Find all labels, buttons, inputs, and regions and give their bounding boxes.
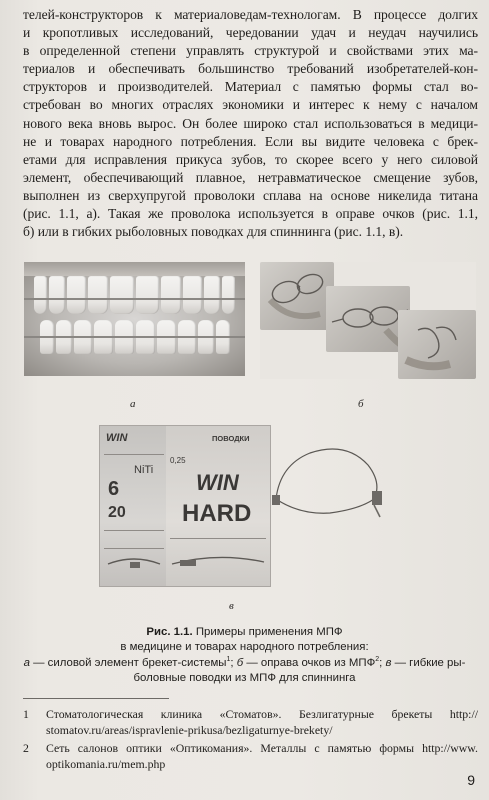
footnote-text: Стоматологическая клиника «Стоматов». Безлигатурные брекеты http:// stomatov.ru/areas/ispravlenie-prikusa/bezligaturnye-brekety/ xyxy=(46,707,478,738)
glasses-frame-photo-1 xyxy=(260,262,334,330)
hard-label: HARD xyxy=(182,500,252,527)
caption-item-text: — силовой элемент брекет-системы xyxy=(29,656,227,669)
body-line: (рис. 1.1, а). Такая же проволока используется в оправе очков (рис. 1.1, xyxy=(23,206,478,222)
caption-item-text: — гибкие ры- xyxy=(391,656,466,669)
footnote-text: Сеть салонов оптики «Оптикомания». Металлы с памятью формы http://www. optikomania.ru/mem.php xyxy=(46,741,478,772)
length-label: 20 xyxy=(108,504,126,521)
brand-logo-small: WIN xyxy=(106,432,128,444)
footnote-ref[interactable]: 2 xyxy=(375,656,380,664)
footnote-ref[interactable]: 1 xyxy=(226,656,231,664)
body-line: структоров и производителей. Материал с памятью формы стал во- xyxy=(23,79,478,95)
upper-teeth xyxy=(34,276,235,314)
body-line: б) или в гибких рыболовных поводках для спиннинга (рис. 1.1, в). xyxy=(23,224,404,240)
size-label: 6 xyxy=(108,478,120,500)
body-line: стребован во многих отраслях экономики и интерес к нему с началом xyxy=(23,97,478,113)
caption-items-line: а — силовой элемент брекет-системы$^1$; б — оправа очков из МПФ$^2$; в — гибкие ры- xyxy=(23,656,466,669)
body-line: элемент, обеспечивающий плавное, нетравматическое смещение зубов, xyxy=(23,169,478,185)
body-line: выполнен из сверхупругой проволоки сплава на основе никелида титана xyxy=(23,187,478,203)
body-line: телей-конструкторов к материаловедам-технологам. В процессе долгих xyxy=(23,7,478,22)
panel-label-c: в xyxy=(229,600,234,612)
leaders-label: ПОВОДКИ xyxy=(212,434,250,443)
footnote-number: 1 xyxy=(23,707,29,721)
glasses-frame-photo-3 xyxy=(398,310,476,379)
caption-item-letter: а xyxy=(23,656,30,669)
body-line: не и товарах народного потребления. Если вы видите человека с брек- xyxy=(23,133,478,149)
leader-wire-photo xyxy=(270,425,390,585)
alloy-label: NiTi xyxy=(134,464,154,476)
caption-items-line: боловные поводки из МПФ для спиннинга xyxy=(133,672,356,685)
caption-item-letter: б xyxy=(236,656,244,669)
brand-logo-large: WIN xyxy=(196,470,239,495)
footnote-number: 2 xyxy=(23,741,29,755)
caption-title: Примеры применения МПФ xyxy=(192,626,343,638)
caption-title-line2: в медицине и товарах народного потребления: xyxy=(120,641,369,654)
eyeglasses-photo xyxy=(260,262,476,379)
footnote-divider xyxy=(23,698,169,699)
caption-item-letter: в xyxy=(385,656,392,669)
body-line: нового века вновь вырос. Он более широко стал использоваться в медици- xyxy=(23,115,478,131)
figure-caption xyxy=(22,625,467,687)
panel-label-b: б xyxy=(358,398,364,410)
body-line: етами для исправления прикуса зубов, то скорее всего у него силовой xyxy=(23,151,478,167)
body-line: в определенной степени управлять структурой и свойствами этих ма- xyxy=(23,43,478,59)
caption-title-line1 xyxy=(22,625,467,640)
body-paragraph xyxy=(23,6,478,241)
caption-item-text: — оправа очков из МПФ xyxy=(243,656,376,669)
footnote-2 xyxy=(23,740,478,773)
footnote-1 xyxy=(23,706,478,739)
figure-number: Рис. 1.1. xyxy=(146,626,193,638)
page-number: 9 xyxy=(467,772,475,788)
braces-photo xyxy=(24,262,245,376)
gauge-label: 0,25 xyxy=(170,456,186,465)
panel-label-a: а xyxy=(130,398,136,410)
archwire-lower xyxy=(24,336,245,338)
body-line: и кропотливых исследований, чередовании удач и неудач научились xyxy=(23,25,478,41)
body-line: териалов и обеспечивать большинство требований изобретателей-кон- xyxy=(23,61,478,77)
leader-package-right xyxy=(166,425,271,587)
leader-package-left xyxy=(99,425,169,587)
archwire-upper xyxy=(24,298,245,300)
gum-shape xyxy=(24,262,245,276)
